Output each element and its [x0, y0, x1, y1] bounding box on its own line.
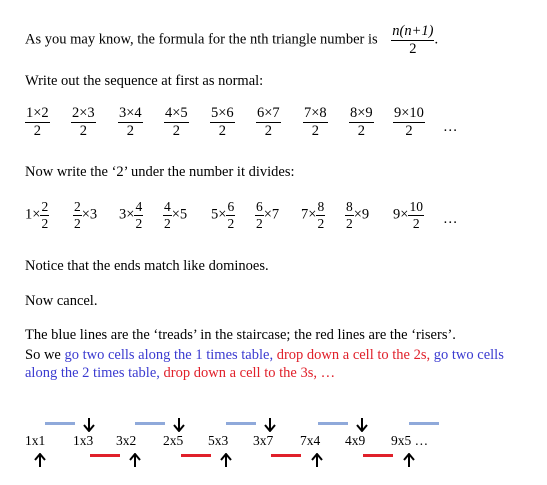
arrow-up-icon	[34, 453, 46, 467]
staircase-term: 5x3	[208, 433, 229, 448]
staircase-term: 1x3	[73, 433, 94, 448]
sequence-mixed	[25, 199, 535, 239]
seq-fraction: $\frac{9\times 10}{2}$	[394, 105, 424, 139]
formula-denominator: 2	[391, 40, 434, 58]
seq2-ellipsis: …	[443, 211, 458, 227]
seq-fraction: $\frac{7\times 8}{2}$	[304, 105, 327, 139]
staircase-term: 9x5 …	[391, 433, 429, 448]
intro-period: .	[434, 31, 439, 48]
riser-line	[90, 454, 120, 457]
seq2-term: 5× $\frac{6}{2}$	[211, 199, 235, 231]
instruction-3: Notice that the ends match like dominoes.	[25, 258, 269, 274]
riser-line	[181, 454, 211, 457]
instruction-4: Now cancel.	[25, 293, 98, 309]
seq-fraction: $\frac{6\times 7}{2}$	[257, 105, 280, 139]
seq-fraction: $\frac{4\times 5}{2}$	[165, 105, 188, 139]
arrow-up-icon	[403, 453, 415, 467]
instruction-2: Now write the ‘2’ under the number it divides:	[25, 164, 295, 180]
staircase-term: 7x4	[300, 433, 321, 448]
seq2-term: $\frac{4}{2}$ ×5	[164, 199, 188, 231]
seq2-term: $\frac{6}{2}$ ×7	[256, 199, 280, 231]
tread-line	[409, 422, 439, 425]
riser-line	[271, 454, 301, 457]
instruction-6: So we go two cells along the 1 times table, drop down a cell to the 2s, go two cells along the 2 times table, drop down a cell to the 3s, …	[25, 347, 504, 381]
intro-line	[25, 23, 438, 57]
tread-line	[318, 422, 348, 425]
riser-line	[363, 454, 393, 457]
intro-text: As you may know, the formula for the nth triangle number is	[25, 31, 378, 48]
seq2-term: $\frac{2}{2}$ ×3	[74, 199, 98, 231]
seq2-term: 3× $\frac{4}{2}$	[119, 199, 143, 231]
tread-line	[135, 422, 165, 425]
staircase-term: 2x5	[163, 433, 184, 448]
seq-fraction: $\frac{2\times 3}{2}$	[72, 105, 95, 139]
arrow-down-icon	[173, 418, 185, 432]
formula-numerator: n(n+1)	[392, 23, 434, 39]
staircase-term: 3x2	[116, 433, 137, 448]
arrow-up-icon	[129, 453, 141, 467]
staircase-term: 4x9	[345, 433, 366, 448]
triangle-formula	[391, 23, 434, 57]
staircase-diagram	[0, 410, 547, 485]
tread-line	[226, 422, 256, 425]
instruction-5: The blue lines are the ‘treads’ in the staircase; the red lines are the ‘risers’.	[25, 327, 456, 343]
staircase-term: 1x1	[25, 433, 46, 448]
arrow-down-icon	[356, 418, 368, 432]
tread-line	[45, 422, 75, 425]
staircase-term: 3x7	[253, 433, 274, 448]
seq-fraction: $\frac{5\times 6}{2}$	[211, 105, 234, 139]
arrow-down-icon	[264, 418, 276, 432]
seq-ellipsis: …	[443, 119, 458, 135]
instruction-1: Write out the sequence at first as normal:	[25, 73, 264, 89]
seq2-term: 9× $\frac{10}{2}$	[393, 199, 423, 231]
seq2-term: $\frac{8}{2}$ ×9	[346, 199, 370, 231]
seq-fraction: $\frac{8\times 9}{2}$	[350, 105, 373, 139]
sequence-normal	[25, 105, 535, 145]
arrow-down-icon	[83, 418, 95, 432]
seq2-term: 7× $\frac{8}{2}$	[301, 199, 325, 231]
seq2-term: 1× $\frac{2}{2}$	[25, 199, 49, 231]
arrow-up-icon	[311, 453, 323, 467]
seq-fraction: $\frac{3\times 4}{2}$	[119, 105, 142, 139]
arrow-up-icon	[220, 453, 232, 467]
seq-fraction: $\frac{1\times 2}{2}$	[26, 105, 49, 139]
